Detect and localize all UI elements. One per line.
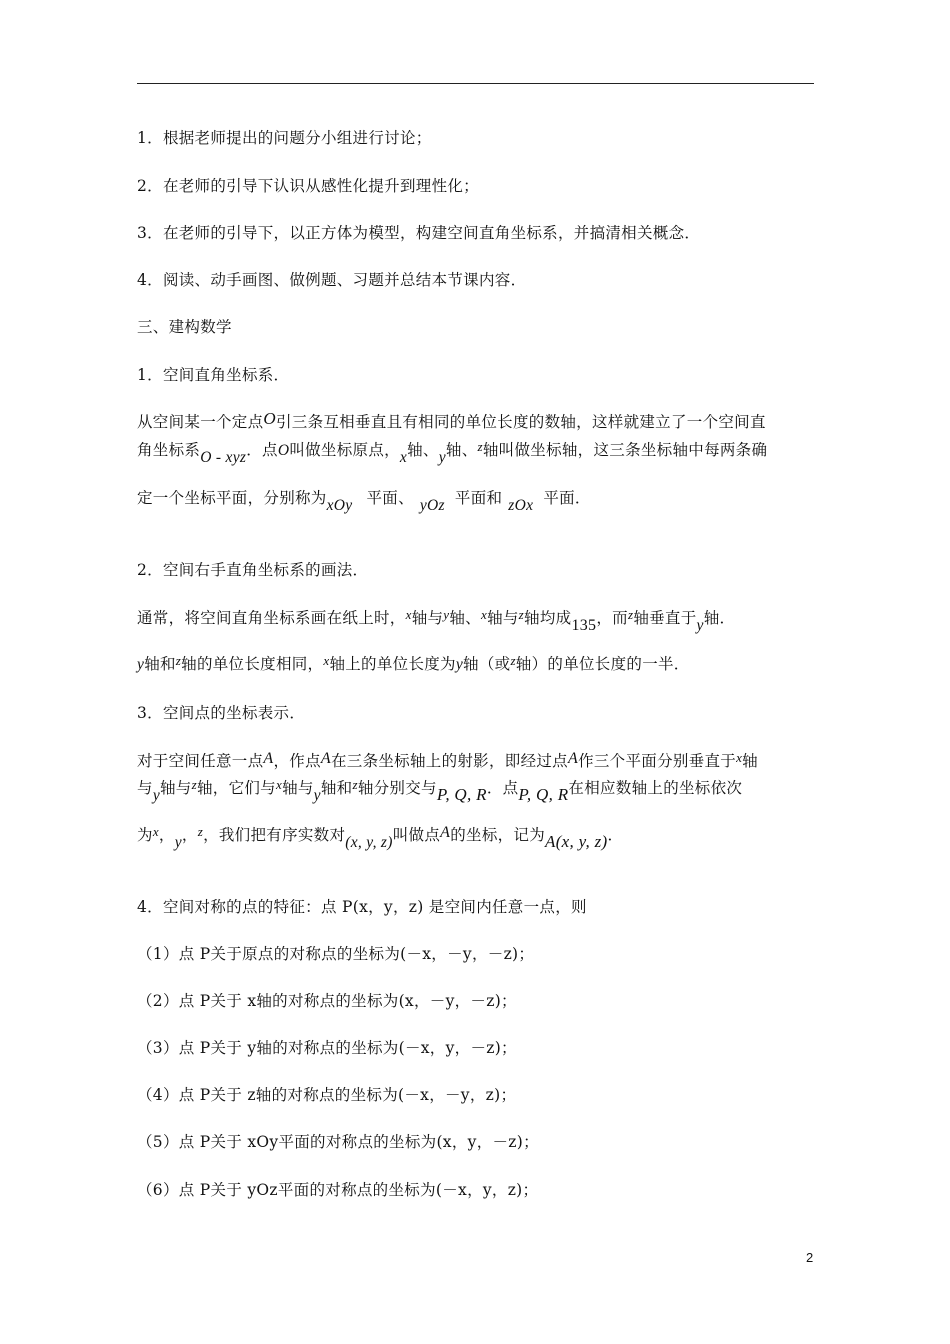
para3-line3: 为$^x$，y，$^z$，我们把有序实数对(x, y, z)叫做点A的坐标，记为A(x, y, z)． — [137, 824, 624, 851]
para1-line3: 定一个坐标平面，分别称为xOy 平面、 yOz 平面和 zOx 平面． — [137, 489, 591, 514]
subheading-1: 1．空间直角坐标系． — [137, 366, 290, 384]
page-number: 2 — [806, 1250, 814, 1265]
para1-line1: 从空间某一个定点O引三条互相垂直且有相同的单位长度的数轴，这样就建立了一个空间直 — [137, 409, 766, 431]
step-4: 4．阅读、动手画图、做例题、习题并总结本节课内容． — [137, 271, 527, 289]
para3-line2: 与y轴与$^z$轴，它们与$^x$轴与y轴和$^z$轴分别交与P, Q, R．点P, Q, R在相应数轴上的坐标依次 — [137, 777, 743, 804]
symmetry-item-2: （2）点 P关于 x轴的对称点的坐标为(x，－y，－z)； — [137, 992, 517, 1010]
para3-line1: 对于空间任意一点A，作点A在三条坐标轴上的射影，即经过点A作三个平面分别垂直于$^x$轴 — [137, 750, 758, 770]
symmetry-item-3: （3）点 P关于 y轴的对称点的坐标为(－x，y，－z)； — [137, 1039, 517, 1057]
step-1: 1．根据老师提出的问题分小组进行讨论； — [137, 129, 432, 147]
para1-line2: 角坐标系O - xyz．点O叫做坐标原点，x轴、y轴、$^z$轴叫做坐标轴，这三条坐标轴中每两条确 — [137, 439, 768, 466]
subheading-3: 3．空间点的坐标表示． — [137, 704, 306, 722]
para2-line1: 通常，将空间直角坐标系画在纸上时，$^x$轴与$^y$轴、$^x$轴与$^z$轴均成135，而$^z$轴垂直于y轴． — [137, 607, 736, 634]
symmetry-item-5: （5）点 P关于 xOy平面的对称点的坐标为(x，y，－z)； — [137, 1133, 539, 1151]
symmetry-item-1: （1）点 P关于原点的对称点的坐标为(－x，－y，－z)； — [137, 945, 535, 963]
symmetry-item-4: （4）点 P关于 z轴的对称点的坐标为(－x，－y，z)； — [137, 1086, 517, 1104]
step-2: 2．在老师的引导下认识从感性化提升到理性化； — [137, 177, 479, 195]
para2-line2: y轴和$^z$轴的单位长度相同，$^x$轴上的单位长度为y轴（或$^z$轴）的单位长度的一半． — [137, 653, 690, 673]
symmetry-item-6: （6）点 P关于 yOz平面的对称点的坐标为(－x，y，z)； — [137, 1181, 539, 1199]
header-rule — [137, 83, 814, 84]
subheading-2: 2．空间右手直角坐标系的画法． — [137, 561, 369, 579]
section-heading: 三、建构数学 — [137, 318, 232, 336]
step-3: 3．在老师的引导下，以正方体为模型，构建空间直角坐标系，并搞清相关概念． — [137, 224, 701, 242]
symmetry-heading: 4．空间对称的点的特征：点 P(x，y，z) 是空间内任意一点，则 — [137, 898, 587, 916]
